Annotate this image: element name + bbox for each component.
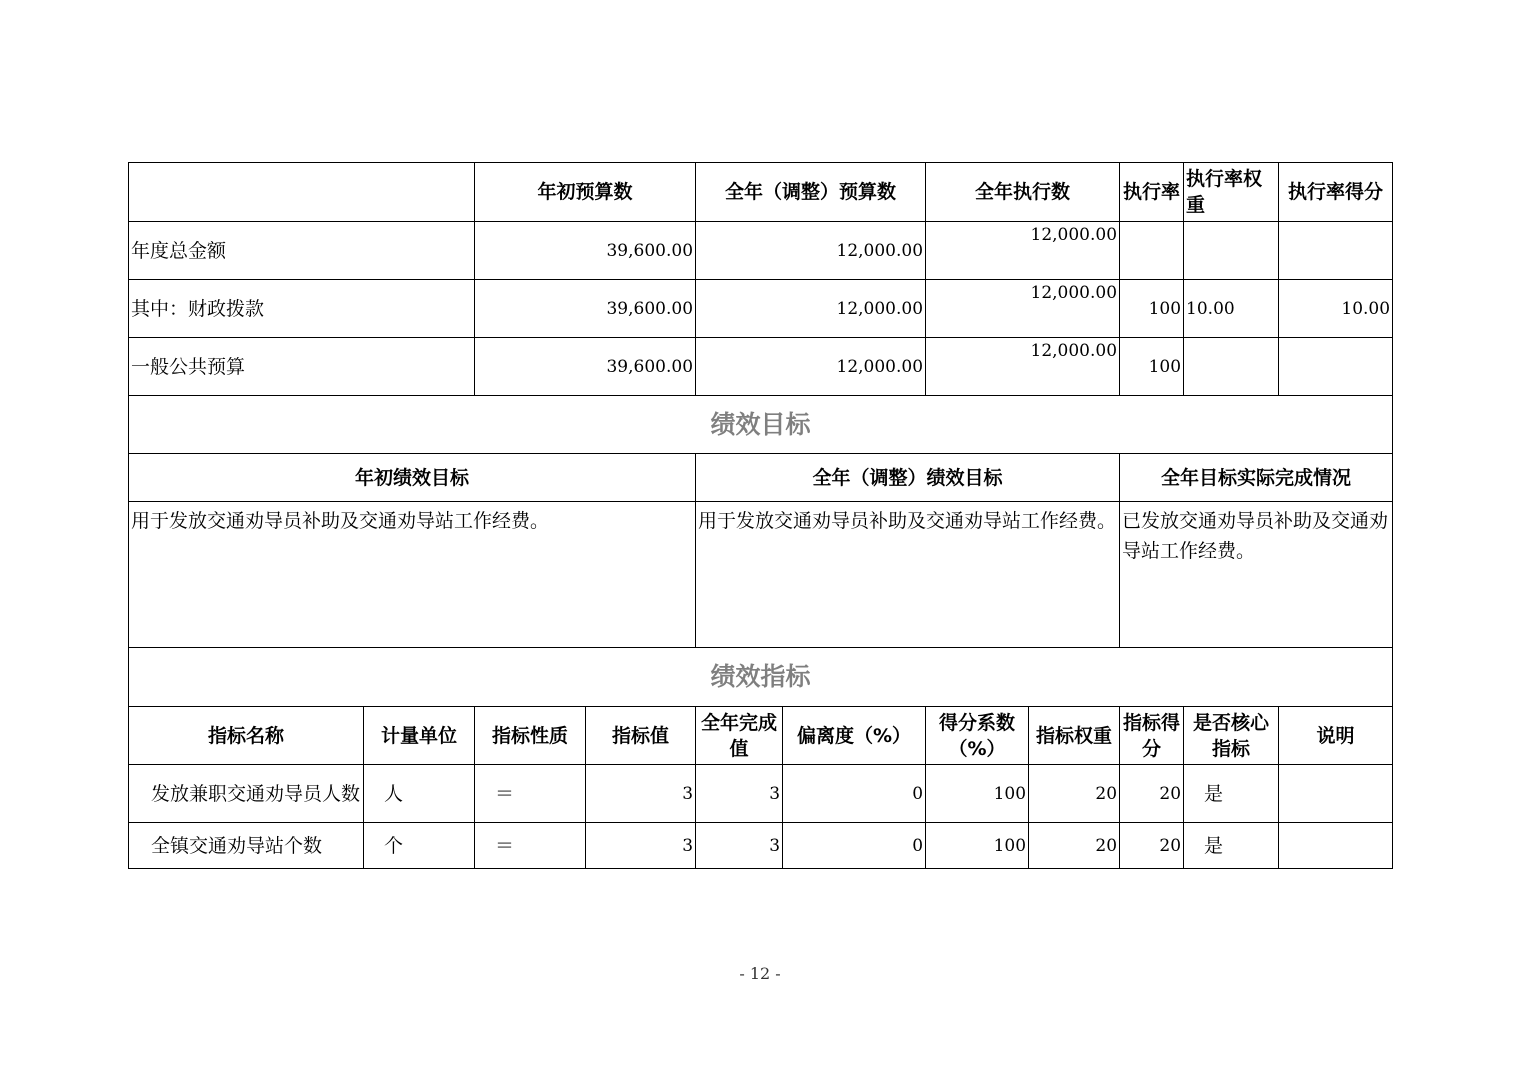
goals-section-row [129, 396, 1393, 454]
budget-row-score: 10.00 [1279, 280, 1393, 338]
ind-header-unit: 计量单位 [364, 707, 475, 765]
indicators-section-row [129, 648, 1393, 707]
budget-row-rate [1120, 222, 1184, 280]
ind-name: 全镇交通劝导站个数 [129, 823, 364, 869]
ind-coef: 100 [926, 765, 1029, 823]
ind-note [1279, 765, 1393, 823]
budget-row [129, 338, 1393, 396]
goal-initial-text: 用于发放交通劝导员补助及交通劝导站工作经费。 [129, 502, 696, 648]
goal-actual-text: 已发放交通劝导员补助及交通劝导站工作经费。 [1120, 502, 1393, 648]
indicator-row [129, 823, 1393, 869]
ind-score: 20 [1120, 823, 1184, 869]
ind-header-name: 指标名称 [129, 707, 364, 765]
budget-row-executed: 12,000.00 [926, 338, 1120, 396]
ind-header-nature: 指标性质 [475, 707, 586, 765]
budget-row-weight: 10.00 [1184, 280, 1279, 338]
ind-deviation: 0 [783, 823, 926, 869]
budget-header-blank [129, 163, 475, 222]
ind-core: 是 [1184, 765, 1279, 823]
goals-section-title: 绩效目标 [129, 396, 1393, 454]
goals-header-initial: 年初绩效目标 [129, 454, 696, 502]
ind-header-note: 说明 [1279, 707, 1393, 765]
ind-coef: 100 [926, 823, 1029, 869]
budget-header-rate: 执行率 [1120, 163, 1184, 222]
budget-row-adjusted: 12,000.00 [696, 280, 926, 338]
budget-row-executed: 12,000.00 [926, 280, 1120, 338]
budget-header-row [129, 163, 1393, 222]
budget-header-executed: 全年执行数 [926, 163, 1120, 222]
ind-core: 是 [1184, 823, 1279, 869]
ind-header-score: 指标得分 [1120, 707, 1184, 765]
indicators-header-row [129, 707, 1393, 765]
budget-row-label: 年度总金额 [129, 222, 475, 280]
ind-unit: 人 [364, 765, 475, 823]
goals-content-row [129, 502, 1393, 648]
budget-row-initial: 39,600.00 [475, 222, 696, 280]
ind-target: 3 [586, 765, 696, 823]
budget-row-label: 一般公共预算 [129, 338, 475, 396]
budget-row [129, 222, 1393, 280]
ind-header-deviation: 偏离度（%） [783, 707, 926, 765]
ind-header-weight: 指标权重 [1029, 707, 1120, 765]
ind-nature: ＝ [475, 823, 586, 869]
budget-row-rate: 100 [1120, 280, 1184, 338]
budget-header-initial: 年初预算数 [475, 163, 696, 222]
ind-nature: ＝ [475, 765, 586, 823]
budget-header-weight: 执行率权重 [1184, 163, 1279, 222]
ind-actual: 3 [696, 823, 783, 869]
budget-row-initial: 39,600.00 [475, 338, 696, 396]
ind-actual: 3 [696, 765, 783, 823]
ind-weight: 20 [1029, 823, 1120, 869]
ind-header-coef: 得分系数（%） [926, 707, 1029, 765]
ind-target: 3 [586, 823, 696, 869]
budget-row-adjusted: 12,000.00 [696, 338, 926, 396]
budget-row-rate: 100 [1120, 338, 1184, 396]
budget-row-weight [1184, 338, 1279, 396]
ind-header-core: 是否核心指标 [1184, 707, 1279, 765]
indicator-row [129, 765, 1393, 823]
ind-unit: 个 [364, 823, 475, 869]
ind-header-actual: 全年完成值 [696, 707, 783, 765]
budget-row-score [1279, 338, 1393, 396]
budget-row [129, 280, 1393, 338]
indicators-section-title: 绩效指标 [129, 648, 1393, 707]
page-number: - 12 - [739, 964, 781, 983]
budget-row-label: 其中：财政拨款 [129, 280, 475, 338]
budget-row-executed: 12,000.00 [926, 222, 1120, 280]
goals-header-adjusted: 全年（调整）绩效目标 [696, 454, 1120, 502]
budget-header-score: 执行率得分 [1279, 163, 1393, 222]
performance-table [128, 162, 1392, 869]
ind-note [1279, 823, 1393, 869]
budget-row-adjusted: 12,000.00 [696, 222, 926, 280]
goals-header-row [129, 454, 1393, 502]
budget-header-adjusted: 全年（调整）预算数 [696, 163, 926, 222]
ind-weight: 20 [1029, 765, 1120, 823]
budget-row-weight [1184, 222, 1279, 280]
ind-header-target: 指标值 [586, 707, 696, 765]
budget-row-score [1279, 222, 1393, 280]
goals-header-actual: 全年目标实际完成情况 [1120, 454, 1393, 502]
ind-deviation: 0 [783, 765, 926, 823]
ind-score: 20 [1120, 765, 1184, 823]
ind-name: 发放兼职交通劝导员人数 [129, 765, 364, 823]
budget-row-initial: 39,600.00 [475, 280, 696, 338]
goal-adjusted-text: 用于发放交通劝导员补助及交通劝导站工作经费。 [696, 502, 1120, 648]
